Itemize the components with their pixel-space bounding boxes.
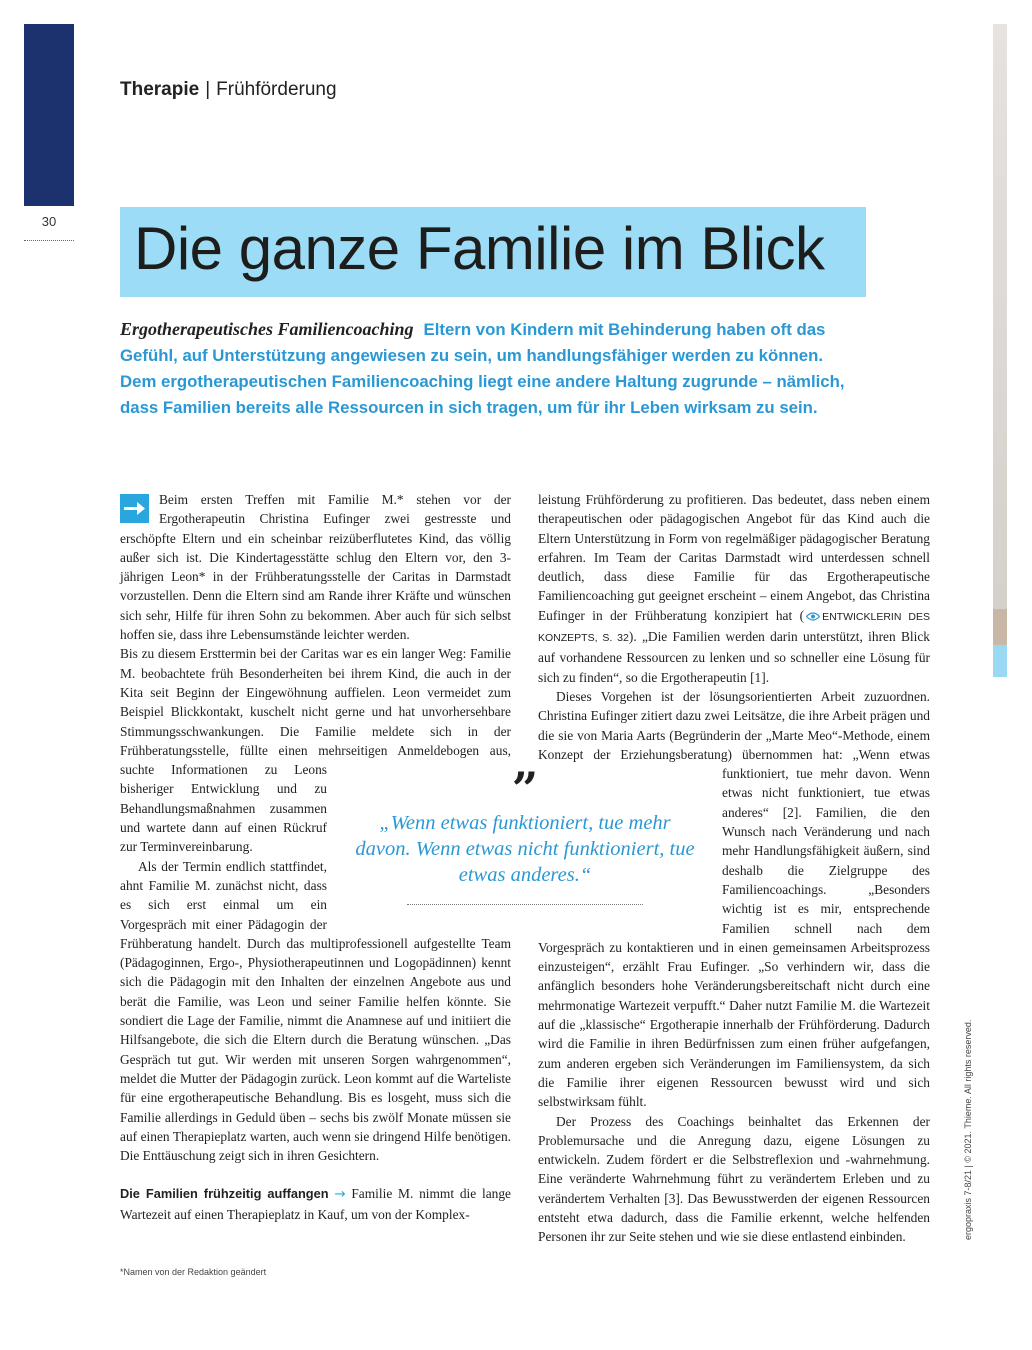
edge-photo-detail <box>993 609 1007 645</box>
title-box <box>120 207 866 297</box>
running-head <box>120 79 337 101</box>
lead-text: Eltern von Kindern mit Behinderung haben oft das Gefühl, auf Unterstützung angewiesen zu sein, um handlungsfähiger werden zu können. Dem ergotherapeutischen Familiencoaching liegt eine andere Haltung zugrunde – nämlich, dass Familien bereits alle Ressourcen in sich tragen, um für ihr Leben wirksam zu sein. <box>120 320 845 417</box>
body-paragraph-continued: suchte Informationen zu Leons bisheriger Entwicklung und zu Behandlungsmaßnahmen zusammen und wartete dann auf einen Rückruf zur Terminvereinbarung. <box>120 762 327 855</box>
pull-quote-text: „Wenn etwas funktioniert, tue mehr davon. Wenn etwas nicht funktioniert, tue etwas anderes.“ <box>355 812 695 886</box>
body-paragraph: Beim ersten Treffen mit Familie M.* stehen vor der Ergotherapeutin Christina Eufinger zwei gestresste und erschöpfte Eltern und ein scheinbar reizüberflutetes Kind, das völlig außer sich ist. Die Kindertagesstätte schlug den Eltern vor, den 3-jährigen Leon* in der Frühberatungsstelle der Caritas in Darmstadt vorzustellen. Denn die Eltern sind am Rande ihrer Kräfte und wünschen sich sehr, Hilfe für ihren Sohn zu bekommen. Aber auch für sich selbst hoffen sie, dass ihre Lebensumstände leichter werden. <box>120 492 511 643</box>
page-number: 30 <box>41 214 57 229</box>
cross-reference: ENTWICKLERIN DES KONZEPTS, S. 32 <box>538 610 930 645</box>
arrow-right-icon <box>120 494 149 523</box>
edge-accent-strip <box>993 645 1007 677</box>
subsection-label: Frühförderung <box>216 79 337 100</box>
edge-photo-strip <box>993 24 1007 609</box>
body-paragraph: Dieses Vorgehen ist der lösungsorientierten Arbeit zuzuordnen. Christina Eufinger zitiert dazu zwei Leitsätze, die ihre Arbeit prägen und die sie von Maria Aarts (Begründerin der „Marte Meo“-Methode, einem Konzept der Erziehungsberatung) übernommen hat: „Wenn <box>538 688 930 762</box>
body-paragraph: Der Prozess des Coachings beinhaltet das Erkennen der Problemursache und die Anregung dazu, eigene Lösungen zu entwickeln. Zudem fördert er die Selbstreflexion und -wahrnehmung. Eine veränderte Wahrnehmung führt zu verändertem Erleben und zu verändertem Verhalten [3]. Das Bewusstwerden der eigenen Ressourcen entsteht etwa dadurch, dass die Familie erkennt, welche helfenden Personen ihr zur Seite stehen und wie sie diese entlastend einbinden. <box>538 1113 930 1245</box>
eye-icon <box>806 607 820 626</box>
body-paragraph: Bis zu diesem Ersttermin bei der Caritas war es ein langer Weg: Familie M. beobachtete früh Besonderheiten bei ihrem Kind, die auch in der Kita seit Beginn der Eingewöhnung auffielen. Leon vermeidet zum Beispiel Blickkontakt, kuschelt nicht gerne und hat unvorhersehbare Stimmungsschwankungen. Die Familie meldete sich in der Frühberatungsstelle, füllte einen mehrseitigen Anmeldebogen aus, <box>120 646 511 758</box>
article-kicker: Ergotherapeutisches Familiencoaching <box>120 319 414 339</box>
section-label: Therapie <box>120 79 200 100</box>
quote-mark-icon: ” <box>511 762 539 816</box>
lead-paragraph <box>120 316 860 421</box>
subhead: Die Familien frühzeitig auffangen <box>120 1186 329 1202</box>
sidebar-color-bar <box>24 24 74 206</box>
body-paragraph: Als der Termin endlich stattfindet, ahnt Familie M. zunächst nicht, dass es sich erst einmal um ein Vorgespräch mit einer Pädagogin der Frühberatung handelt. Durch das multiprofessionell aufgestellte Team (Pädagoginnen, Ergo-, Physiotherapeutinnen und Logopädinnen) kennt sich die Pädagogin mit den Inhalten der einzelnen Angebote aus und berät die Familie, was Leon und seiner Familie helfen könnte. Sie sondiert die Lage der Familie, nimmt die Anamnese auf und initiiert die Hilfsangebote, die sich die Eltern durch die Beratung wünschen. „Das Gespräch tut gut. Wir werden mit unseren Sorgen wahrgenommen“, meldet die Mutter der Pädagogin zurück. Leon kommt auf die Warteliste für eine ergotherapeutische Behandlung. Bis es losgeht, muss sich die Familie allerdings in Geduld üben – sechs bis zwölf Monate müssen sie auf einen Therapieplatz warten, auch wenn sie dringend Hilfe benötigen. Die Enttäuschung zeigt sich in ihren Gesichtern. <box>120 858 511 1164</box>
footnote: *Namen von der Redaktion geändert <box>120 1267 267 1277</box>
copyright-credit: ergopraxis 7-8/21 | © 2021. Thieme. All rights reserved. <box>963 1019 973 1240</box>
page-number-divider <box>24 240 74 241</box>
pull-quote-divider <box>407 904 643 905</box>
pull-quote <box>352 762 698 905</box>
section-separator: | <box>205 79 211 100</box>
article-title: Die ganze Familie im Blick <box>134 215 825 282</box>
subhead-arrow-icon: → <box>334 1187 346 1203</box>
body-paragraph: Familie M. nimmt die lange Wartezeit auf einen Therapieplatz in Kauf, um von der Komplex- <box>120 1186 511 1222</box>
body-paragraph: leistung Frühförderung zu profitieren. Das bedeutet, dass neben einem therapeutischen oder pädagogischen Angebot für das Kind auch die Eltern Unterstützung in Form von regelmäßiger pädagogischer Beratung erfahren. Im Team der Caritas Darmstadt wird unterdessen schnell deutlich, dass diese Familie für das Ergotherapeutische Familiencoaching gut geeignet erscheint – einem Angebot, das Christina Eufinger in der Frühberatung konzipiert hat ( <box>538 492 930 623</box>
body-paragraph-continued: etwas funktioniert, tue mehr davon. Wenn etwas nicht funktioniert, tue etwas anderes“ [2]. Familien, die den Wunsch nach Veränderung und nach mehr Handlungsfähigkeit äußern, sind deshalb die Zielgruppe des Familiencoachings. „Besonders wichtig ist es mir, entsprechende Familien schnell nach dem Vorgespräch zu kontaktieren und in einen gemeinsamen Arbeitsprozess einzusteigen“, erzählt Frau Eufinger. „So verhindern wir, dass die anfänglich besonders hohe Veränderungsbereitschaft nicht durch eine mehrmonatige Wartezeit verpufft.“ Daher nutzt Familie M. die Wartezeit auf die „klassische“ Ergotherapie innerhalb der Frühförderung. Dadurch wird die Familie in ihren Bedürfnissen zum einen früher aufgefangen, zum anderen ergeben sich Veränderungen im Familiensystem, da sich die Familie ihrer eigenen Ressourcen bewusst wird und sich selbstwirksam fühlt. <box>538 746 930 1110</box>
body-paragraph: ). „Die Familien werden darin unterstützt, ihren Blick auf vorhandene Ressourcen zu lenken und so schneller eine Lösung für sich zu finden“, so die Ergotherapeutin [1]. <box>538 629 930 685</box>
